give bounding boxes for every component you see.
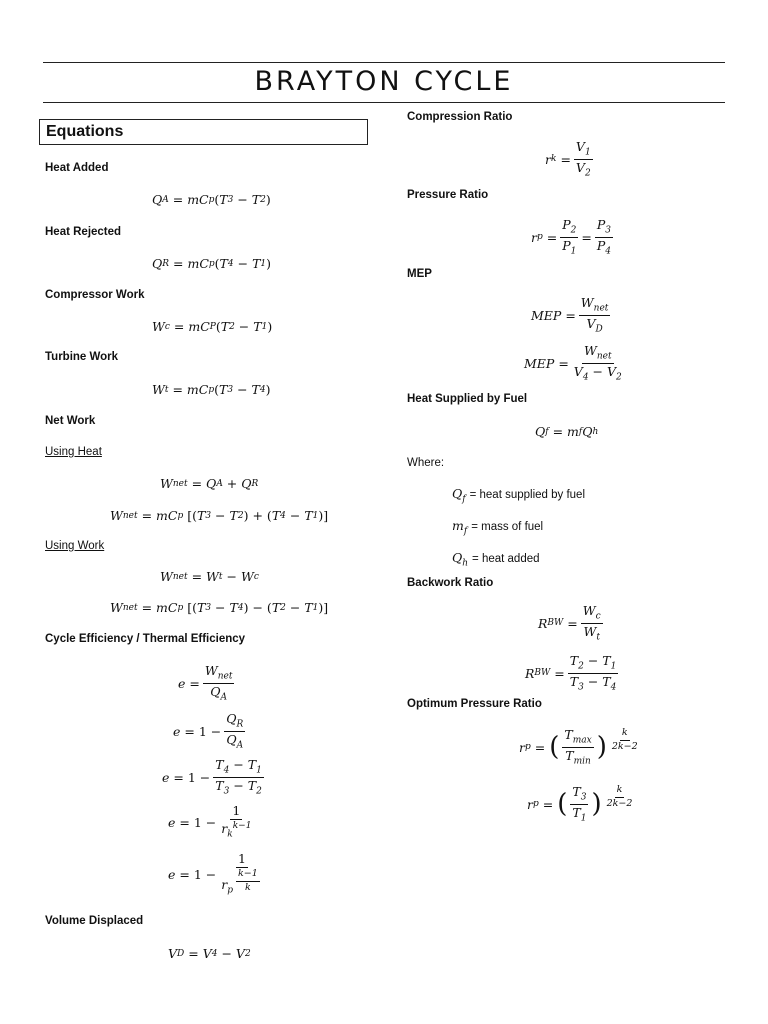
heading-volume-displaced: Volume Displaced [45,915,144,927]
equation-compressor-work: W c = mC P ( T 2 − T 1 ) [152,319,273,334]
definition-mf: $m_f$ = mass of fuel [452,518,544,537]
heading-mep: MEP [407,268,432,280]
equation-optimum-pressure-ratio-1: r p = ( $\frac{T_{max}}{T_{min}}$ ) $^{\frac{k}{2k-2}}$ [519,727,638,767]
equation-compression-ratio: r k = $\frac{V_1}{V_2}$ [545,139,591,179]
equation-net-work-work-2: W net = mC p [( T 3 − T 4 ) − ( T 2 − T 1 )] [110,600,329,615]
heading-net-work: Net Work [45,415,96,427]
equation-net-work-heat-2: W net = mC p [( T 3 − T 2 ) + ( T 4 − T 1 )] [110,508,329,523]
definition-qh-text: = heat added [472,553,540,566]
equation-net-work-heat-1: W net = Q A + Q R [160,476,259,491]
equation-efficiency-5: e = 1 − 1 $r_p$ $^{\frac{k-1}{k}}$ [168,851,258,896]
heading-turbine-work: Turbine Work [45,351,119,363]
heading-heat-added: Heat Added [45,162,109,174]
equation-mep-2: MEP = $\frac{W_{net}}{V_4 - V_2}$ [524,343,622,383]
equation-mep-1: MEP = $\frac{W_{net}}{V_D}$ [531,295,609,335]
section-title-box: Equations [39,119,368,145]
equation-efficiency-3: e = 1 − $\frac{T_4 - T_1}{T_3 - T_2}$ [162,757,262,797]
equation-pressure-ratio: r p = $\frac{P_2}{P_1}$ = $\frac{P_3}{P_4}$ [531,217,612,257]
heading-optimum-pressure-ratio: Optimum Pressure Ratio [407,698,542,710]
equation-efficiency-2: e = 1 − $\frac{Q_R}{Q_A}$ [173,711,244,751]
heading-heat-supplied-by-fuel: Heat Supplied by Fuel [407,393,528,405]
page-title: BRAYTON CYCLE [254,66,514,97]
equation-efficiency-1: e = $\frac{W_{net}}{Q_A}$ [178,663,233,703]
definition-qf: $Q_f$ = heat supplied by fuel [452,486,585,505]
heading-compression-ratio: Compression Ratio [407,111,513,123]
heading-backwork-ratio: Backwork Ratio [407,577,494,589]
heading-compressor-work: Compressor Work [45,289,145,301]
equation-net-work-work-1: W net = W t − W c [160,569,259,584]
equation-optimum-pressure-ratio-2: r p = ( $\frac{T_3}{T_1}$ ) $^{\frac{k}{2k-2}}$ [527,784,633,824]
subheading-using-heat: Using Heat [45,446,102,458]
equation-backwork-ratio-1: R BW = $\frac{W_c}{W_t}$ [538,603,601,643]
heading-pressure-ratio: Pressure Ratio [407,189,489,201]
top-rule [43,62,725,63]
definition-mf-text: = mass of fuel [471,521,544,534]
equation-backwork-ratio-2: R BW = $\frac{T_2 - T_1}{T_3 - T_4}$ [525,653,617,693]
equation-heat-rejected: Q R = mC p ( T 4 − T 1 ) [152,256,272,271]
definition-qh: $Q_h$ = heat added [452,550,540,569]
definition-qf-text: = heat supplied by fuel [469,489,585,502]
where-label: Where: [407,457,445,469]
title-rule [43,102,725,103]
equation-heat-supplied: Q f = m f Q h [535,424,599,439]
equation-volume-displaced: V D = V 4 − V 2 [168,946,251,961]
equation-efficiency-4: e = 1 − $\frac{1}{r_k^{k-1}}$ [168,803,252,841]
heading-heat-rejected: Heat Rejected [45,226,122,238]
heading-cycle-efficiency: Cycle Efficiency / Thermal Efficiency [45,633,246,645]
equation-turbine-work: W t = mC p ( T 3 − T 4 ) [152,382,271,397]
equation-heat-added: Q A = mC p ( T 3 − T 2 ) [152,192,271,207]
subheading-using-work: Using Work [45,540,105,552]
